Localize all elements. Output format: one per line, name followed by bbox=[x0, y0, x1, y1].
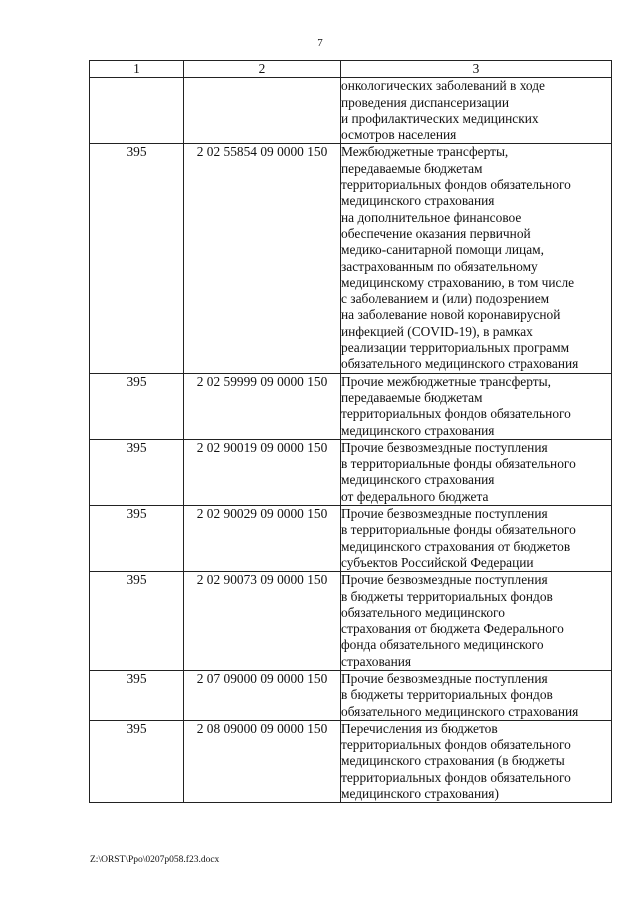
description-line: на заболевание новой коронавирусной bbox=[341, 307, 561, 323]
admin-code-cell: 395 bbox=[90, 439, 184, 505]
table-row bbox=[90, 572, 612, 671]
description-line: субъектов Российской Федерации bbox=[341, 554, 534, 570]
description-line: страхования от бюджета Федерального bbox=[341, 621, 564, 637]
table-row bbox=[90, 506, 612, 572]
description-line: медицинского страхования) bbox=[341, 786, 499, 802]
description-line: страхования bbox=[341, 653, 412, 669]
description-line: обеспечение оказания первичной bbox=[341, 225, 531, 241]
description-line: Прочие безвозмездные поступления bbox=[341, 670, 548, 686]
table-row bbox=[90, 78, 612, 144]
description-line: передаваемые бюджетам bbox=[341, 389, 483, 405]
budget-code-cell: 2 02 55854 09 0000 150 bbox=[184, 144, 341, 373]
description-line: с заболеванием и (или) подозрением bbox=[341, 291, 550, 307]
description-line: медицинского страхования bbox=[341, 472, 495, 488]
description-line: от федерального бюджета bbox=[341, 488, 489, 504]
description-line: территориальных фондов обязательного bbox=[341, 406, 571, 422]
description-line: Прочие безвозмездные поступления bbox=[341, 439, 548, 455]
description-line: медико-санитарной помощи лицам, bbox=[341, 242, 544, 258]
description-line: территориальных фондов обязательного bbox=[341, 737, 571, 753]
description-line: обязательного медицинского страхования bbox=[341, 356, 579, 372]
description-cell bbox=[341, 439, 612, 505]
budget-code-cell: 2 02 90019 09 0000 150 bbox=[184, 439, 341, 505]
description-line: застрахованным по обязательному bbox=[341, 258, 538, 274]
description-line: осмотров населения bbox=[341, 127, 457, 143]
table-row bbox=[90, 439, 612, 505]
budget-code-cell: 2 02 90029 09 0000 150 bbox=[184, 506, 341, 572]
admin-code-cell bbox=[90, 78, 184, 144]
description-line: Перечисления из бюджетов bbox=[341, 720, 498, 736]
description-cell bbox=[341, 572, 612, 671]
description-line: проведения диспансеризации bbox=[341, 94, 510, 110]
description-line: обязательного медицинского bbox=[341, 604, 505, 620]
admin-code-cell: 395 bbox=[90, 373, 184, 439]
budget-code-cell: 2 07 09000 09 0000 150 bbox=[184, 670, 341, 720]
description-line: в бюджеты территориальных фондов bbox=[341, 687, 553, 703]
description-line: территориальных фондов обязательного bbox=[341, 769, 571, 785]
description-cell bbox=[341, 720, 612, 802]
admin-code-cell: 395 bbox=[90, 506, 184, 572]
description-line: фонда обязательного медицинского bbox=[341, 637, 544, 653]
table-row bbox=[90, 720, 612, 802]
description-line: Прочие безвозмездные поступления bbox=[341, 572, 548, 588]
description-cell bbox=[341, 506, 612, 572]
description-line: медицинского страхования bbox=[341, 193, 495, 209]
description-line: в бюджеты территориальных фондов bbox=[341, 588, 553, 604]
description-line: в территориальные фонды обязательного bbox=[341, 456, 576, 472]
budget-code-cell: 2 02 59999 09 0000 150 bbox=[184, 373, 341, 439]
description-line: в территориальные фонды обязательного bbox=[341, 522, 576, 538]
budget-code-cell bbox=[184, 78, 341, 144]
description-line: передаваемые бюджетам bbox=[341, 160, 483, 176]
description-line: территориальных фондов обязательного bbox=[341, 177, 571, 193]
description-line: медицинского страхования от бюджетов bbox=[341, 538, 571, 554]
column-header-3: 3 bbox=[341, 61, 612, 78]
admin-code-cell: 395 bbox=[90, 572, 184, 671]
description-line: медицинского страхования bbox=[341, 422, 495, 438]
column-header-2: 2 bbox=[184, 61, 341, 78]
budget-code-cell: 2 08 09000 09 0000 150 bbox=[184, 720, 341, 802]
table-row bbox=[90, 670, 612, 720]
admin-code-cell: 395 bbox=[90, 144, 184, 373]
description-cell bbox=[341, 373, 612, 439]
description-line: медицинскому страхованию, в том числе bbox=[341, 274, 575, 290]
table-row bbox=[90, 373, 612, 439]
description-line: обязательного медицинского страхования bbox=[341, 703, 579, 719]
description-cell bbox=[341, 78, 612, 144]
description-line: и профилактических медицинских bbox=[341, 110, 539, 126]
column-header-1: 1 bbox=[90, 61, 184, 78]
description-line: Прочие безвозмездные поступления bbox=[341, 506, 548, 522]
page-number: 7 bbox=[317, 37, 323, 49]
budget-code-cell: 2 02 90073 09 0000 150 bbox=[184, 572, 341, 671]
description-line: Межбюджетные трансферты, bbox=[341, 144, 509, 160]
table-header-row bbox=[90, 61, 612, 78]
admin-code-cell: 395 bbox=[90, 720, 184, 802]
description-cell bbox=[341, 670, 612, 720]
description-line: медицинского страхования (в бюджеты bbox=[341, 753, 565, 769]
description-line: инфекцией (COVID-19), в рамках bbox=[341, 323, 533, 339]
description-cell bbox=[341, 144, 612, 373]
budget-codes-table bbox=[89, 60, 612, 803]
file-path-footer: Z:\ORST\Ppo\0207p058.f23.docx bbox=[90, 855, 220, 865]
description-line: Прочие межбюджетные трансферты, bbox=[341, 373, 551, 389]
description-line: на дополнительное финансовое bbox=[341, 209, 522, 225]
description-line: онкологических заболеваний в ходе bbox=[341, 78, 545, 94]
description-line: реализации территориальных программ bbox=[341, 340, 570, 356]
table-row bbox=[90, 144, 612, 373]
admin-code-cell: 395 bbox=[90, 670, 184, 720]
